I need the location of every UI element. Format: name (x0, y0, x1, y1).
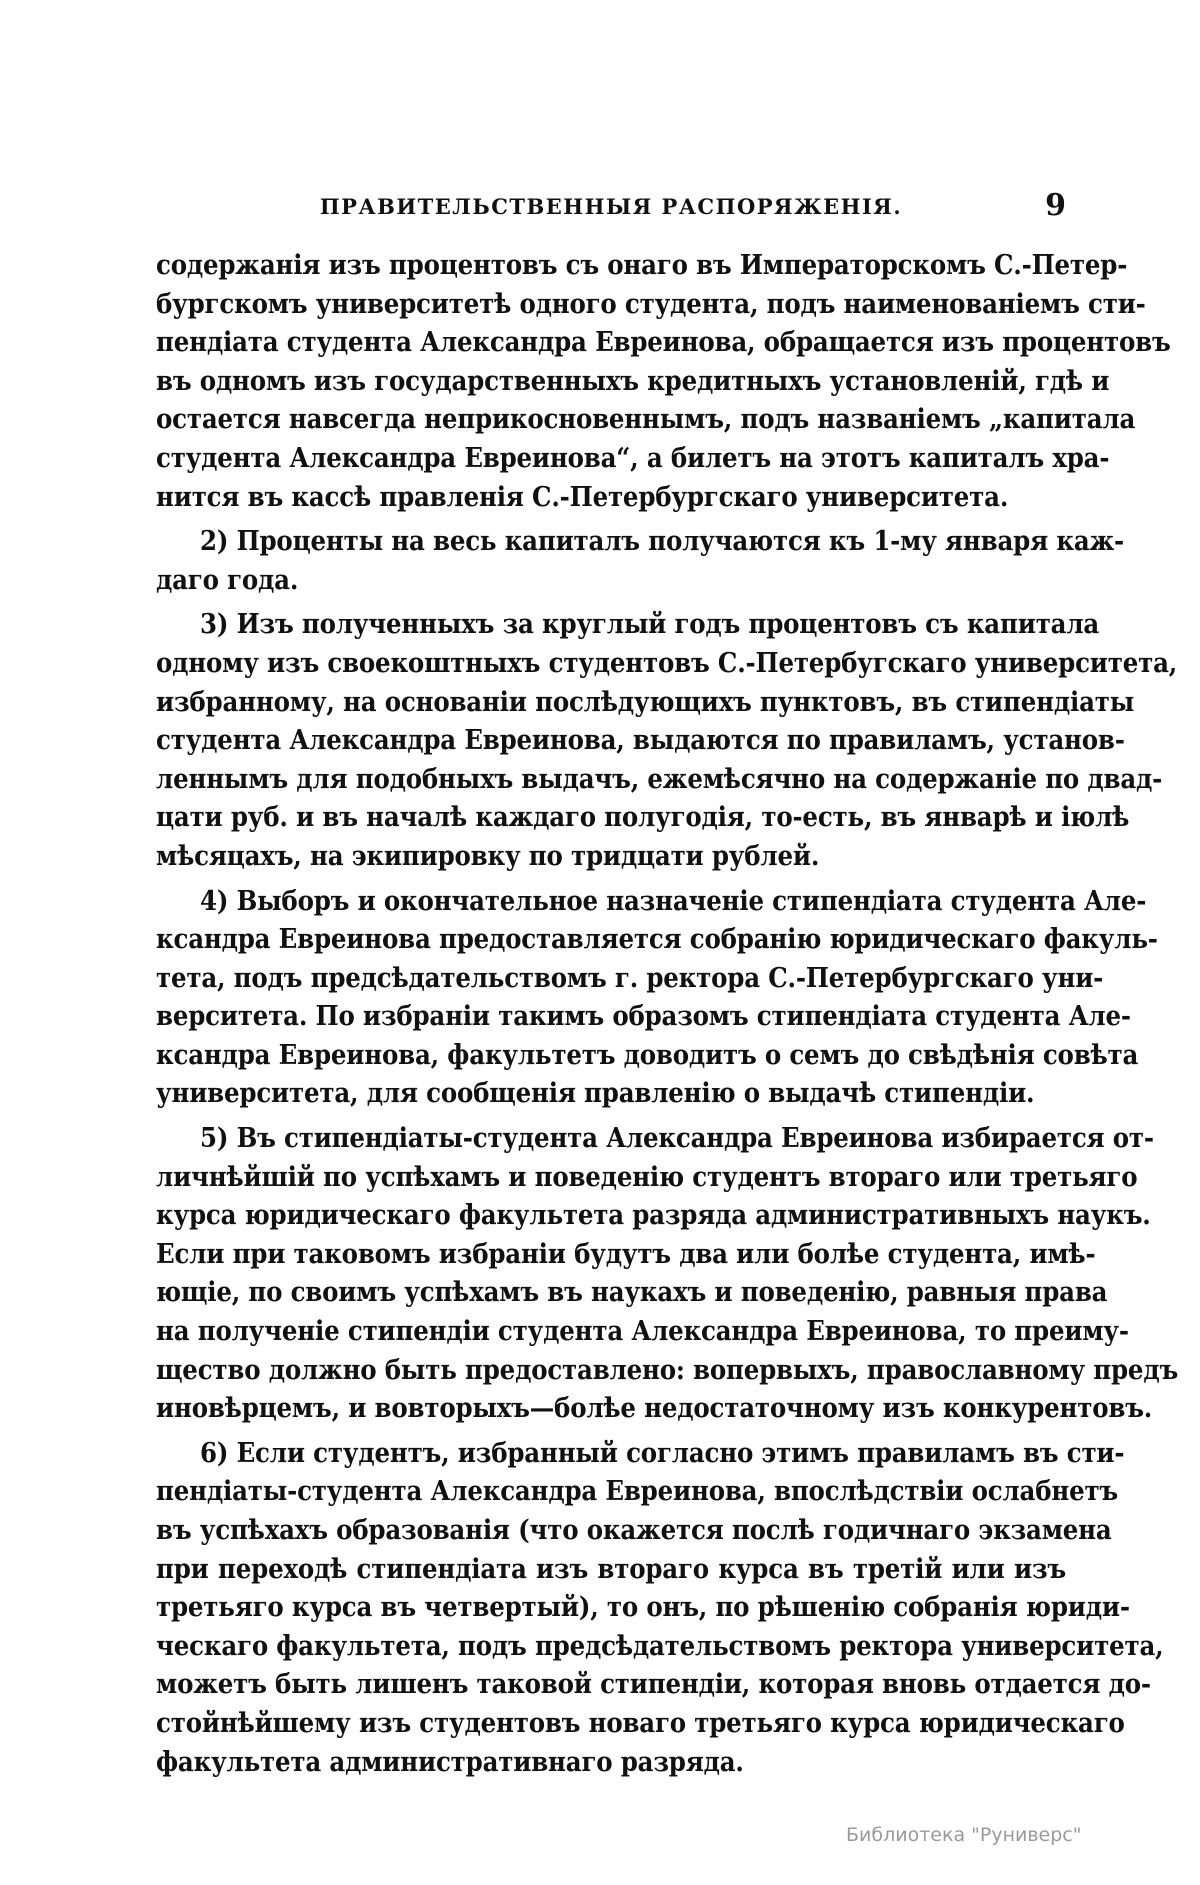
text-line: избранному, на основаніи послѣдующихъ пунктовъ, въ стипендіаты (156, 684, 1135, 718)
text-line: леннымъ для подобныхъ выдачъ, ежемѣсячно на содержаніе по двад- (156, 761, 1163, 795)
text-line: на полученіе стипендіи студента Александра Евреинова, то преиму- (156, 1314, 1129, 1347)
text-line: нится въ кассѣ правленія С.-Петербургскаго университета. (156, 479, 1009, 513)
text-line: университета, для сообщенія правленію о выдачѣ стипендіи. (156, 1076, 1035, 1110)
paragraph (156, 246, 1171, 516)
text-line: 2) Проценты на весь капиталъ получаются къ 1-му января каж- (200, 524, 1124, 557)
page-body (156, 246, 1179, 1781)
text-line: студента Александра Евреинова, выдаются по правиламъ, установ- (156, 723, 1125, 756)
running-title: ПРАВИТЕЛЬСТВЕННЫЯ РАСПОРЯЖЕНІЯ. (319, 194, 903, 219)
text-line: бургскомъ университетѣ одного студента, подъ наименованіемъ сти- (156, 286, 1146, 320)
paragraph (156, 522, 1124, 599)
text-line: въ успѣхахъ образованія (что окажется послѣ годичнаго экзамена (156, 1513, 1112, 1546)
text-line: ческаго факультета, подъ предсѣдательствомъ ректора университета, (156, 1628, 1164, 1662)
text-line: верситета. По избраніи такимъ образомъ стипендіата студента Але- (156, 999, 1131, 1032)
text-line: студента Александра Евреинова“, а билетъ на этотъ капиталъ хра- (156, 441, 1110, 474)
text-line: содержанія изъ процентовъ съ онаго въ Императорскомъ С.-Петер- (156, 248, 1128, 281)
text-line: можетъ быть лишенъ таковой стипендіи, которая вновь отдается до- (156, 1667, 1151, 1701)
text-line: при переходѣ стипендіата изъ втораго курса въ третій или изъ (156, 1551, 1066, 1585)
library-watermark: Библиотека "Руниверс" (846, 1824, 1082, 1846)
paragraph (156, 1434, 1164, 1781)
text-line: третьяго курса въ четвертый), то онъ, по рѣшенію собранія юриди- (156, 1590, 1130, 1623)
text-line: цати руб. и въ началѣ каждаго полугодія, то-есть, въ январѣ и іюлѣ (156, 800, 1130, 833)
text-line: 5) Въ стипендіаты-студента Александра Евреинова избирается от- (200, 1121, 1154, 1154)
text-line: ксандра Евреинова, факультетъ доводитъ о семъ до свѣдѣнія совѣта (156, 1038, 1139, 1071)
text-line: 3) Изъ полученныхъ за круглый годъ процентовъ съ капитала (200, 607, 1100, 640)
text-line: иновѣрцемъ, и вовторыхъ—болѣе недостаточному изъ конкурентовъ. (156, 1391, 1153, 1424)
paragraph (156, 605, 1178, 875)
text-line: даго года. (156, 562, 299, 596)
paragraph (156, 1119, 1179, 1428)
text-line: одному изъ своекоштныхъ студентовъ С.-Петербугскаго университета, (156, 646, 1178, 679)
text-line: тета, подъ предсѣдательствомъ г. ректора С.-Петербургскаго уни- (156, 960, 1104, 994)
text-line: остается навсегда неприкосновеннымъ, подъ названіемъ „капитала (156, 402, 1136, 436)
text-line: щество должно быть предоставлено: вопервыхъ, православному предъ (156, 1352, 1179, 1386)
page-header (156, 188, 1066, 224)
text-line: 6) Если студентъ, избранный согласно этимъ правиламъ въ сти- (200, 1435, 1125, 1469)
text-line: 4) Выборъ и окончательное назначеніе стипендіата студента Але- (200, 883, 1147, 917)
text-line: мѣсяцахъ, на экипировку по тридцати рублей. (156, 839, 820, 872)
paragraph (156, 882, 1158, 1114)
text-line: факультета административнаго разряда. (156, 1744, 744, 1778)
page-number: 9 (1045, 188, 1066, 223)
text-line: ющіе, по своимъ успѣхамъ въ наукахъ и поведенію, равныя права (156, 1275, 1108, 1309)
text-line: курса юридическаго факультета разряда административныхъ наукъ. (156, 1198, 1151, 1231)
text-line: стойнѣйшему изъ студентовъ новаго третьяго курса юридическаго (156, 1706, 1125, 1739)
text-line: пендіата студента Александра Евреинова, обращается изъ процентовъ (156, 325, 1171, 358)
text-line: ксандра Евреинова предоставляется собранію юридическаго факуль- (156, 922, 1158, 955)
text-line: въ одномъ изъ государственныхъ кредитныхъ установленій, гдѣ и (156, 363, 1110, 397)
text-line: личнѣйшій по успѣхамъ и поведенію студентъ втораго или третьяго (156, 1159, 1138, 1193)
text-line: Если при таковомъ избраніи будутъ два или болѣе студента, имѣ- (156, 1237, 1096, 1270)
text-line: пендіаты-студента Александра Евреинова, впослѣдствіи ослабнетъ (156, 1474, 1119, 1508)
